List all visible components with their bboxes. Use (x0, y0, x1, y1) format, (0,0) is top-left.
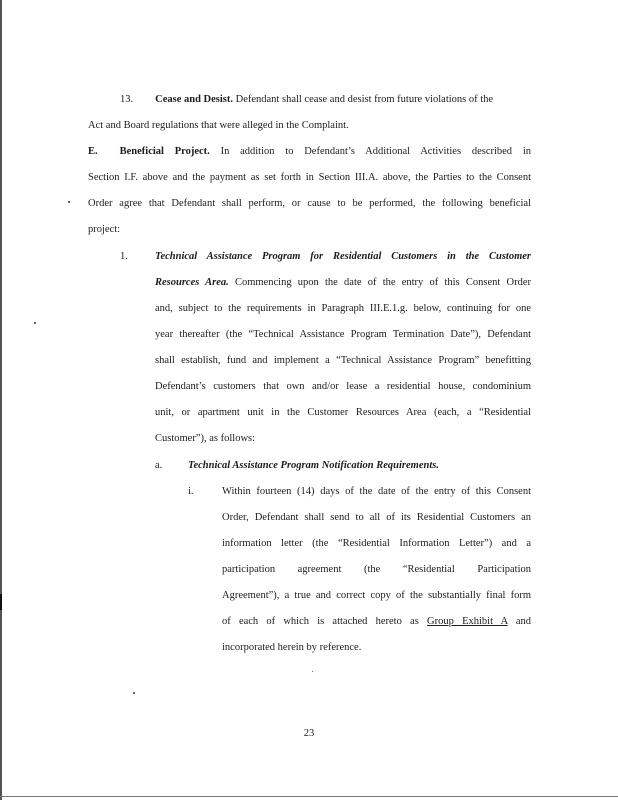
scan-speck (34, 322, 36, 324)
scan-speck (68, 201, 70, 203)
item1-title-line2: Resources Area. (155, 277, 229, 288)
itemA-heading: Technical Assistance Program Notification Requirements. (188, 460, 439, 471)
paraE-label: E. (88, 146, 98, 157)
itemI-line7: incorporated herein by reference. (222, 642, 362, 653)
para13-heading: Cease and Desist. (155, 94, 233, 105)
itemA-label: a. (155, 460, 163, 471)
itemI-line6-end: and (507, 616, 531, 627)
itemI-line6 (222, 615, 531, 629)
itemI-line1: Within fourteen (14) days of the date of the entry of this Consent (222, 486, 531, 497)
itemI-line6-text: of each of which is attached hereto as (222, 616, 428, 627)
group-exhibit-a-reference: Group Exhibit A (427, 616, 508, 627)
item1-number: 1. (120, 251, 128, 262)
item1-line8: Customer”), as follows: (155, 433, 256, 444)
item1-text: Commencing upon the date of the entry of this Consent Order (228, 277, 531, 288)
para13-line2: Act and Board regulations that were alleged in the Complaint. (88, 120, 349, 131)
para13-text: Defendant shall cease and desist from future violations of the (233, 94, 494, 105)
scan-left-edge (0, 0, 2, 800)
itemI-line5: Agreement”), a true and correct copy of the substantially final form (222, 590, 531, 601)
paraE-line2: Section I.F. above and the payment as set forth in Section III.A. above, the Parties to the Consent (88, 172, 531, 183)
paraE-line3: Order agree that Defendant shall perform, or cause to be performed, the following beneficial (88, 198, 531, 209)
item1-line2 (155, 276, 531, 290)
item1-line4: year thereafter (the “Technical Assistance Program Termination Date”), Defendant (155, 329, 531, 340)
scan-speck (133, 692, 135, 694)
para13-line1 (120, 93, 493, 107)
paraE-heading: Beneficial Project. (119, 146, 210, 157)
scan-bottom-edge (0, 796, 618, 797)
itemI-line4: participation agreement (the “Residential Participation (222, 564, 531, 575)
itemI-line3: information letter (the “Residential Information Letter”) and a (222, 538, 531, 549)
item1-line6: Defendant’s customers that own and/or lease a residential house, condominium (155, 381, 531, 392)
paraE-text: In addition to Defendant’s Additional Activities described in (209, 146, 531, 157)
item1-line3: and, subject to the requirements in Paragraph III.E.1.g. below, continuing for one (155, 303, 531, 314)
item1-title-line1: Technical Assistance Program for Residential Customers in the Customer (155, 251, 531, 262)
item1-line7: unit, or apartment unit in the Customer Resources Area (each, a “Residential (155, 407, 531, 418)
paraE-line1 (88, 145, 531, 159)
itemI-line2: Order, Defendant shall send to all of its Residential Customers an (222, 512, 531, 523)
item1-line5: shall establish, fund and implement a “Technical Assistance Program” benefitting (155, 355, 531, 366)
page-number: 23 (303, 728, 315, 739)
itemI-label: i. (188, 486, 194, 497)
scan-speck (312, 671, 313, 672)
paraE-line4: project: (88, 224, 121, 235)
scan-edge-mark (0, 594, 2, 610)
para13-number: 13. (120, 94, 134, 105)
